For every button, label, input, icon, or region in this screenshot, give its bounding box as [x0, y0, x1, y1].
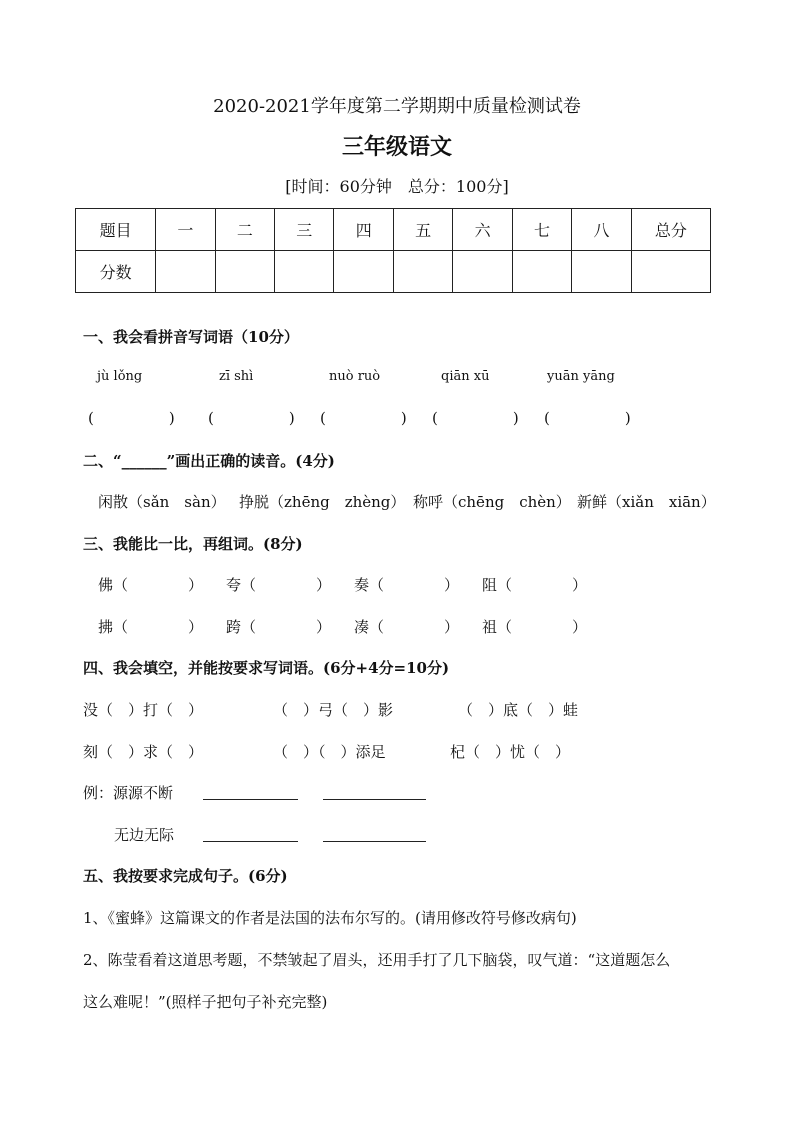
exam-info: [时间：60分钟 总分：100分]	[285, 177, 509, 196]
score-header-cell: 二	[215, 209, 274, 251]
q4-idiom[interactable]: （ ）弓（ ）影	[273, 701, 394, 719]
q5-sentence-2-continued: 这么难呢！”(照样子把句子补充完整)	[83, 993, 328, 1011]
score-table-header-row	[76, 209, 711, 251]
score-table-score-row	[76, 251, 711, 293]
q2-item[interactable]: 挣脱（zhēng zhèng）	[239, 493, 406, 511]
q4-example-label: 例：源源不断	[83, 784, 174, 802]
q5-sentence-2: 2、陈莹看着这道思考题，不禁皱起了眉头，还用手打了几下脑袋，叹气道：“这道题怎么	[83, 951, 671, 969]
q3-item[interactable]: 拂（ ）	[98, 618, 204, 636]
score-table	[75, 208, 711, 293]
q1-heading: 一、我会看拼音写词语（10分）	[83, 328, 299, 346]
score-row-label: 分数	[76, 251, 156, 293]
q3-item[interactable]: 祖（ ）	[482, 618, 588, 636]
q4-answer-line[interactable]	[203, 841, 298, 842]
q1-answer-blank[interactable]: ( )	[544, 409, 631, 427]
exam-title: 2020-2021学年度第二学期期中质量检测试卷	[213, 96, 581, 117]
score-cell[interactable]	[334, 251, 393, 293]
q4-idiom[interactable]: （ ）底（ ）蛙	[458, 701, 579, 719]
score-cell[interactable]	[156, 251, 215, 293]
q1-pinyin: nuò ruò	[329, 369, 381, 384]
q1-pinyin: qiān xū	[441, 369, 490, 384]
q4-answer-line[interactable]	[203, 799, 298, 800]
q5-sentence-1: 1、《蜜蜂》这篇课文的作者是法国的法布尔写的。(请用修改符号修改病句)	[83, 909, 577, 927]
q3-item[interactable]: 佛（ ）	[98, 576, 204, 594]
score-cell[interactable]	[512, 251, 571, 293]
q3-item[interactable]: 阻（ ）	[482, 576, 588, 594]
score-cell[interactable]	[453, 251, 512, 293]
q2-item[interactable]: 新鲜（xiǎn xiān）	[577, 493, 716, 511]
q1-pinyin: yuān yāng	[547, 369, 615, 384]
q4-answer-line[interactable]	[323, 799, 426, 800]
q4-answer-line[interactable]	[323, 841, 426, 842]
score-header-cell: 五	[393, 209, 452, 251]
q1-pinyin: jù lǒng	[97, 369, 143, 384]
q3-item[interactable]: 奏（ ）	[354, 576, 460, 594]
q3-heading: 三、我能比一比，再组词。(8分)	[83, 535, 303, 553]
q2-item[interactable]: 称呼（chēng chèn）	[413, 493, 571, 511]
q2-heading: 二、“______”画出正确的读音。(4分)	[83, 452, 335, 470]
q3-item[interactable]: 跨（ ）	[226, 618, 332, 636]
score-cell[interactable]	[393, 251, 452, 293]
q5-heading: 五、我按要求完成句子。(6分)	[83, 867, 288, 885]
subject-title: 三年级语文	[341, 134, 452, 160]
q4-heading: 四、我会填空，并能按要求写词语。(6分+4分=10分)	[83, 659, 450, 677]
q3-item[interactable]: 夸（ ）	[226, 576, 332, 594]
score-header-cell: 一	[156, 209, 215, 251]
q4-idiom[interactable]: 没（ ）打（ ）	[83, 701, 204, 719]
q1-answer-blank[interactable]: ( )	[88, 409, 175, 427]
score-cell[interactable]	[275, 251, 334, 293]
q4-idiom[interactable]: 杞（ ）忧（ ）	[450, 743, 571, 761]
score-header-cell: 三	[275, 209, 334, 251]
score-cell[interactable]	[631, 251, 710, 293]
q4-idiom[interactable]: 刻（ ）求（ ）	[83, 743, 204, 761]
q1-answer-blank[interactable]: ( )	[320, 409, 407, 427]
score-cell[interactable]	[215, 251, 274, 293]
score-header-cell: 四	[334, 209, 393, 251]
score-header-cell: 六	[453, 209, 512, 251]
q2-item[interactable]: 闲散（sǎn sàn）	[98, 493, 226, 511]
score-header-cell: 八	[572, 209, 631, 251]
q1-answer-blank[interactable]: ( )	[432, 409, 519, 427]
score-header-cell: 总分	[631, 209, 710, 251]
q1-answer-blank[interactable]: ( )	[208, 409, 295, 427]
q4-idiom[interactable]: （ ）（ ）添足	[273, 743, 386, 761]
score-header-cell: 题目	[76, 209, 156, 251]
q3-item[interactable]: 凑（ ）	[354, 618, 460, 636]
score-cell[interactable]	[572, 251, 631, 293]
score-header-cell: 七	[512, 209, 571, 251]
q1-pinyin: zī shì	[219, 369, 254, 384]
q4-example2-label: 无边无际	[114, 826, 175, 844]
